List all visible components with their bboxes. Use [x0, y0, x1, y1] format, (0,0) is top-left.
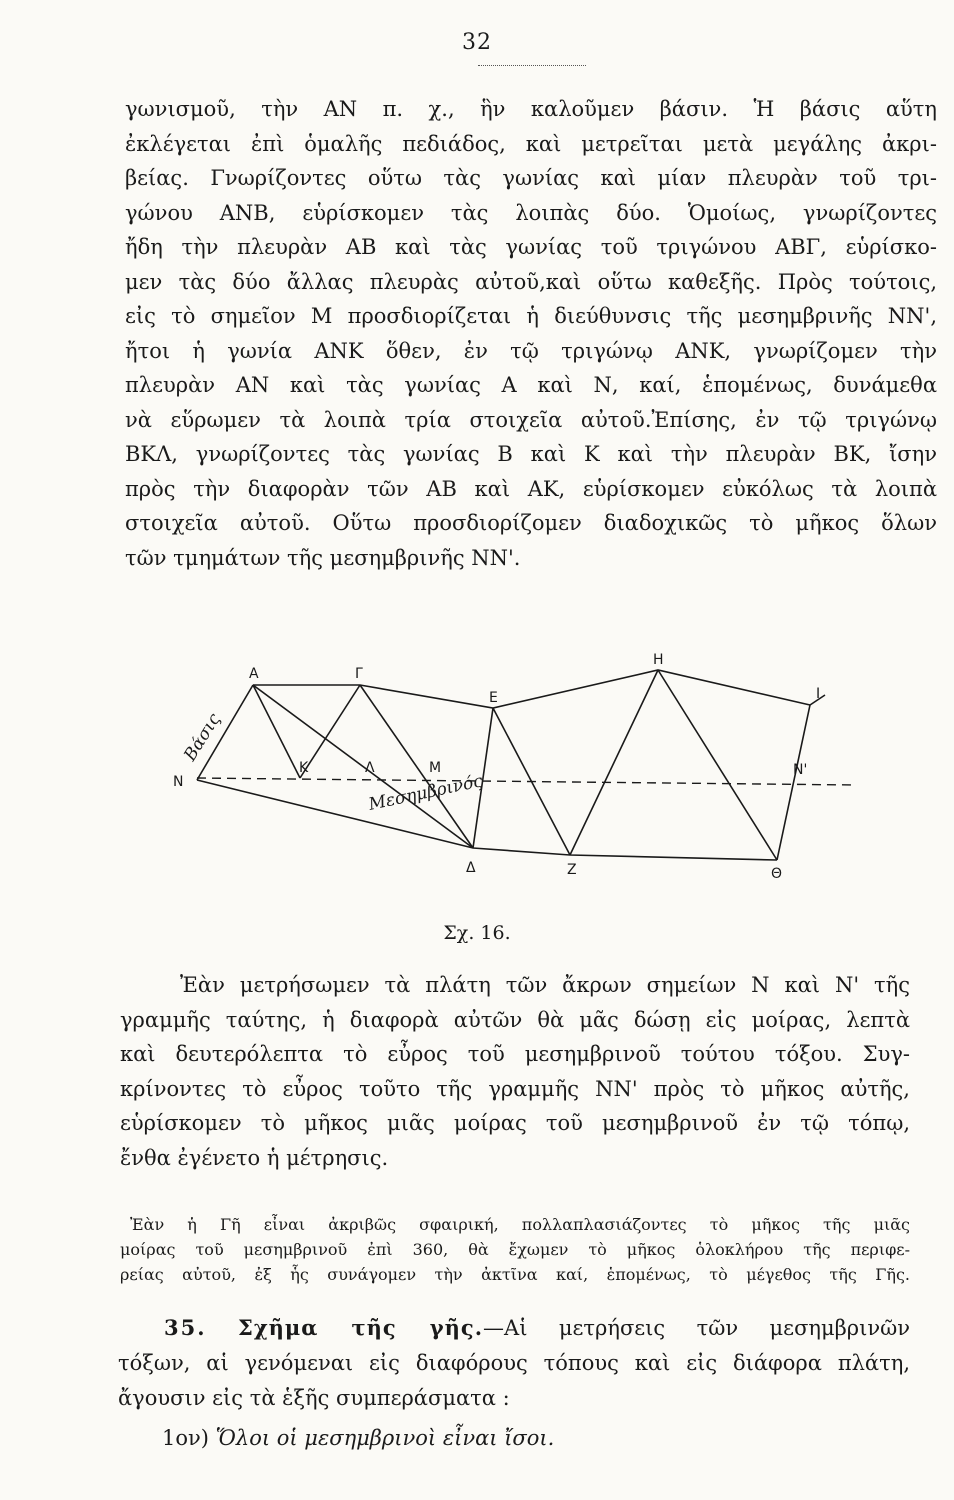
text-line: Ἐὰν μετρήσωμεν τὰ πλάτη τῶν ἄκρων σημείων Ν καὶ Ν' τῆς	[180, 973, 910, 997]
section-number: 35.	[164, 1315, 207, 1340]
side-zh	[570, 670, 658, 855]
label-n: Ν	[173, 774, 184, 790]
page-number: 32	[462, 30, 492, 55]
label-k: Κ	[299, 760, 309, 776]
side-kg	[300, 685, 360, 778]
text-line: εὑρίσκομεν τὸ μῆκος μιᾶς μοίρας τοῦ μεσημβρινοῦ ἐν τῷ τόπῳ,	[120, 1111, 910, 1135]
section-title: Σχῆμα τῆς γῆς.	[238, 1315, 484, 1340]
section-35	[118, 1310, 910, 1416]
section-text: —Αἱ μετρήσεις τῶν μεσημβρινῶν	[483, 1316, 911, 1340]
label-l: Λ	[365, 760, 375, 776]
lower-chain-line	[197, 780, 777, 860]
text-line: γωνισμοῦ, τὴν ΑΝ π. χ., ἣν καλοῦμεν βάσιν. Ἡ βάσις αὕτη	[125, 97, 937, 121]
text-line: γώνου ΑΝΒ, εὑρίσκομεν τὰς λοιπὰς δύο. Ὁμοίως, γνωρίζοντες	[125, 200, 937, 225]
label-z: Ζ	[567, 862, 577, 878]
label-th: Θ	[771, 866, 783, 882]
note-line: Ἐὰν ἡ Γῆ εἶναι ἀκριβῶς σφαιρική, πολλαπλασιάζοντες τὸ μῆκος τῆς μιᾶς	[130, 1215, 910, 1234]
label-d: Δ	[466, 860, 476, 876]
note-line: μοίρας τοῦ μεσημβρινοῦ ἐπὶ 360, θὰ ἔχωμεν τὸ μῆκος ὁλοκλήρου τῆς περιφε-	[120, 1240, 910, 1259]
text-line: καὶ δευτερόλεπτα τὸ εὖρος τοῦ μεσημβρινοῦ τούτου τόξου. Συγ-	[120, 1042, 910, 1066]
text-line: μεν τὰς δύο ἄλλας πλευρὰς αὐτοῦ,καὶ οὕτω καθεξῆς. Πρὸς τούτοις,	[125, 269, 937, 294]
side-ak	[253, 685, 300, 778]
label-e: Ε	[489, 690, 498, 706]
side-thi	[777, 705, 810, 860]
footnote-paragraph	[120, 1212, 910, 1287]
text-line: πλευρὰν ΑΝ καὶ τὰς γωνίας Α καὶ Ν, καί, ἑπομένως, δυνάμεθα	[125, 373, 937, 397]
text-line: ΒΚΛ, γνωρίζοντες τὰς γωνίας Β καὶ Κ καὶ τὴν πλευρὰν ΒΚ, ἴσην	[125, 442, 937, 466]
text-line: τῶν τμημάτων τῆς μεσημβρινῆς ΝΝ'.	[125, 545, 521, 570]
label-a: Α	[249, 666, 259, 682]
section-first-line	[118, 1310, 910, 1346]
text-line: ἐκλέγεται ἐπὶ ὁμαλῆς πεδιάδος, καὶ μετρεῖται μετὰ μεγάλης ἀκρι-	[125, 131, 937, 156]
page-number-rule	[478, 65, 586, 66]
text-line: ἤδη τὴν πλευρὰν ΑΒ καὶ τὰς γωνίας τοῦ τριγώνου ΑΒΓ, εὑρίσκο-	[125, 235, 937, 259]
label-i: Ι	[816, 686, 821, 702]
figure-caption: Σχ. 16.	[443, 922, 511, 944]
list-text: Ὅλοι οἱ μεσημβρινοὶ εἶναι ἴσοι.	[215, 1426, 555, 1450]
label-m: Μ	[429, 760, 442, 776]
text-line: ἔνθα ἐγένετο ἡ μέτρησις.	[120, 1145, 389, 1170]
section-line: ἄγουσιν εἰς τὰ ἑξῆς συμπεράσματα :	[118, 1386, 510, 1410]
handwritten-base-label: Βάσις	[180, 710, 225, 765]
triangulation-diagram	[155, 650, 875, 900]
handwritten-meridian-label: Μεσημβρινός	[366, 771, 485, 815]
text-line: κρίνοντες τὸ εὖρος τοῦτο τῆς γραμμῆς ΝΝ' πρὸς τὸ μῆκος αὐτῆς,	[120, 1076, 910, 1101]
conclusion-item-1	[162, 1426, 554, 1450]
text-line: νὰ εὕρωμεν τὰ λοιπὰ τρία στοιχεῖα αὐτοῦ.Ἐπίσης, ἐν τῷ τριγώνῳ	[125, 407, 937, 432]
text-line: εἰς τὸ σημεῖον Μ προσδιορίζεται ἡ διεύθυνσις τῆς μεσημβρινῆς ΝΝ',	[125, 304, 937, 328]
meridian-line	[197, 778, 855, 785]
text-line: πρὸς τὴν διαφορὰν τῶν ΑΒ καὶ ΑΚ, εὑρίσκομεν εὐκόλως τὰ λοιπὰ	[125, 476, 937, 501]
label-g: Γ	[355, 666, 363, 682]
side-hth	[658, 670, 777, 860]
note-line: ρείας αὐτοῦ, ἐξ ἧς συνάγομεν τὴν ἀκτῖνα καί, ἑπομένως, τὸ μέγεθος τῆς Γῆς.	[120, 1265, 910, 1284]
text-line: ἤτοι ἡ γωνία ΑΝΚ ὅθεν, ἐν τῷ τριγώνῳ ΑΝΚ, γνωρίζομεν τὴν	[125, 338, 937, 363]
list-marker: 1ον)	[162, 1426, 209, 1450]
label-n-prime: Ν'	[793, 762, 808, 778]
text-line: γραμμῆς ταύτης, ἡ διαφορὰ αὐτῶν θὰ μᾶς δώσῃ εἰς μοίρας, λεπτὰ	[120, 1007, 910, 1032]
upper-chain-line	[253, 670, 810, 708]
text-line: βείας. Γνωρίζοντες οὕτω τὰς γωνίας καὶ μίαν πλευρὰν τοῦ τρι-	[125, 166, 937, 190]
triangulation-figure	[155, 650, 875, 900]
text-line: στοιχεῖα αὐτοῦ. Οὕτω προσδιορίζομεν διαδοχικῶς τὸ μῆκος ὅλων	[125, 511, 937, 535]
main-paragraph	[125, 92, 937, 575]
section-line: τόξων, αἱ γενόμεναι εἰς διαφόρους τόπους καὶ εἰς διάφορα πλάτη,	[118, 1351, 910, 1375]
triangle-network	[197, 670, 825, 860]
label-h: Η	[653, 652, 664, 668]
second-paragraph	[120, 968, 910, 1175]
